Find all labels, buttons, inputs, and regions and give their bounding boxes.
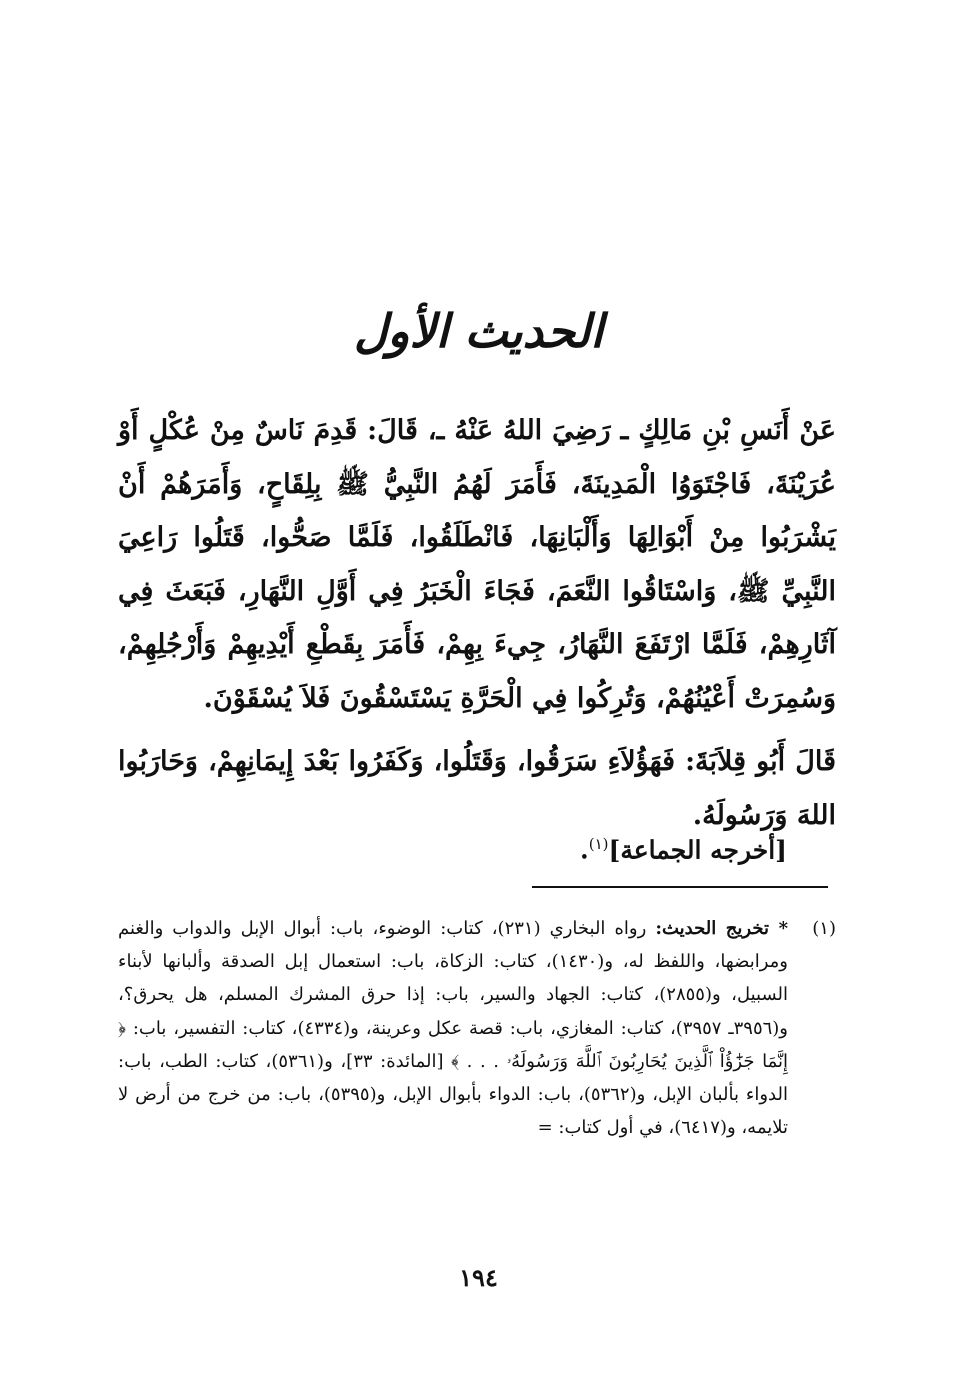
footnote-text: رواه البخاري (٢٣١)، كتاب: الوضوء، باب: أبوال الإبل والدواب والغنم ومرابضها، واللفظ له، و(١٤٣٠)، كتاب: الزكاة، باب: استعمال إبل الصدقة وألبانها لأبناء السبيل، و(٢٨٥٥)، كتاب: الجهاد والسير، باب: إذا حرق المشرك المسلم، هل يحرق؟، و(٣٩٥٦ـ ٣٩٥٧)، كتاب: المغازي، باب: قصة عكل وعرينة، و(٤٣٣٤)، كتاب: التفسير، باب: ﴿ إِنَّمَا جَزَٰٓؤُاْ ٱلَّذِينَ يُحَارِبُونَ ٱللَّهَ وَرَسُولَهُۥ . . . ﴾ [المائدة: ٣٣]، و(٥٣٦١)، كتاب: الطب، باب: الدواء بألبان الإبل، و(٥٣٦٢)، باب: الدواء بأبوال الإبل، و(٥٣٩٥)، باب: من خرج من أرض لا تلايمه، و(٦٤١٧)، في أول كتاب: = [118,918,788,1139]
footnote [118,912,836,1144]
hadith-paragraph-narration: عَنْ أَنَسِ بْنِ مَالِكٍ ـ رَضِيَ اللهُ عَنْهُ ـ، قَالَ: قَدِمَ نَاسٌ مِنْ عُكْلٍ أَوْ عُرَيْنَةَ، فَاجْتَوَوُا الْمَدِينَةَ، فَأَمَرَ لَهُمُ النَّبِيُّ ﷺ بِلِقَاحٍ، وَأَمَرَهُمْ أَنْ يَشْرَبُوا مِنْ أَبْوَالِهَا وَأَلْبَانِهَا، فَانْطَلَقُوا، فَلَمَّا صَحُّوا، قَتَلُوا رَاعِيَ النَّبِيِّ ﷺ، وَاسْتَاقُوا النَّعَمَ، فَجَاءَ الْخَبَرُ فِي أَوَّلِ النَّهَارِ، فَبَعَثَ فِي آثَارِهِمْ، فَلَمَّا ارْتَفَعَ النَّهَارُ، جِيءَ بِهِمْ، فَأَمَرَ بِقَطْعِ أَيْدِيهِمْ وَأَرْجُلِهِمْ، وَسُمِرَتْ أَعْيُنُهُمْ، وَتُرِكُوا فِي الْحَرَّةِ يَسْتَسْقُونَ فَلاَ يُسْقَوْنَ. [118,415,836,714]
chapter-title: الحديث الأول [353,304,604,358]
footnote-heading: * تخريج الحديث: [655,918,788,939]
reference-text: [أخرجه الجماعة] [608,835,787,865]
footnote-marker[interactable]: (١) [588,835,609,853]
footnote-body [118,912,788,1144]
hadith-paragraph-commentary: قَالَ أَبُو قِلاَبَةَ: فَهَؤُلاَءِ سَرَقُوا، وَقَتَلُوا، وَكَفَرُوا بَعْدَ إِيمَانِهِمْ، وَحَارَبُوا اللهَ وَرَسُولَهُ. [118,746,836,831]
footnote-number: (١) [812,918,836,939]
hadith-text [118,404,836,842]
reference-end: . [579,835,589,865]
page-number: ١٩٤ [459,1263,498,1292]
hadith-reference [580,820,787,874]
footnote-divider [532,886,828,888]
